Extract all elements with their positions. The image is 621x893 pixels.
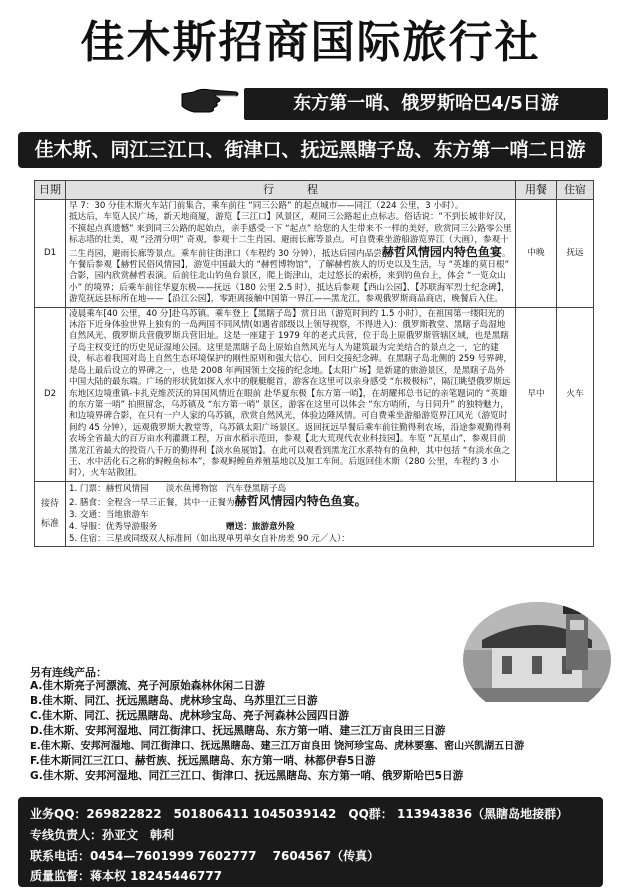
note-insurance: 赠送：旅游意外险 [226,521,295,532]
day2-date: D2 [35,307,66,481]
route-item: B.佳木斯、同江、抚远黑瞎岛、虎林珍宝岛、乌苏里江三日游 [30,695,318,707]
header-stay: 住宿 [557,181,594,200]
subtitle-route-4-5-day: 东方第一哨、俄罗斯哈巴4/5日游 [244,88,608,120]
note-meals-prefix: 2. 膳食：全程含一早三正餐，其中一正餐为 [69,497,235,508]
service-label-1: 接待 [40,498,59,509]
qq-line [30,805,568,822]
route-item: F.佳木斯同江三江口、赫哲族、抚远黑瞎岛、东方第一哨、林都伊春5日游 [30,755,376,767]
table-row-day1 [35,200,594,308]
day1-text-b: 抵达后，车览人民广场，新天地商厦，游览【三江口】风景区，观同三公路起止点标志。俗话说：“不到长城非好汉，不摸起点真遗憾” 来到同三公路的起始点，亲手感受一下 “起点” 给您的人生带来不一样的美好，欣赏同三公路零公里标志塔的壮美，观 “泾渭分明” 奇观，参观十二生肖园、避雨长廊等景点。可自费乘坐游船游览界江（大画），参观十二生肖园，避雨长廊等景点。乘车前往街津口（车程约 30 分钟），抵达后园内品尝 [69,212,512,259]
qq-numbers: 269822822 501806411 1045039142 [86,807,337,821]
header-itinerary: 行 程 [66,181,516,200]
service-standard-label [35,481,66,546]
qq-label: 业务QQ： [30,807,87,821]
day1-date: D1 [35,200,66,308]
note-meals-feast: 赫哲风情园内特色鱼宴。 [234,493,367,508]
table-header-row [35,181,594,200]
more-products-title: 另有连线产品： [30,666,107,679]
route-item: D.佳木斯、安邦河湿地、同江街津口、抚远黑瞎岛、东方第一哨、建三江万亩良田三日游 [30,725,446,737]
header-date: 日期 [35,181,66,200]
note-guide [69,521,590,533]
pointing-hand-icon [180,84,240,114]
service-standard-details [66,481,594,546]
service-label-2: 标准 [40,518,59,529]
note-tickets: 1. 门票：赫哲风情园 淡水鱼博物馆 汽车登黑瞎子岛 [69,483,287,494]
route-item: A.佳木斯亮子河漂流、亮子河原始森林休闲二日游 [30,680,265,692]
manager-line: 专线负责人：孙亚文 韩利 [30,828,175,842]
day1-text-c: 。午餐后参观【赫哲民俗风情园】，游览中国最大的 “赫哲博物馆”，了解赫哲族人的历史以及生活，与 “英雄的莫日根” 合影，园内欣赏赫哲表演。后前往北山钓鱼台景区，爬上街津山，走过悠长的索桥，来到钓鱼台上，体会 “一览众山小” 的境界；后乘车前往华夏东极——抚远（180 公里 2.5 时），抵达后参观【西山公园】、【苏联海军烈士纪念碑】，游览抚远县标所在地——【沿江公园】，零距离接触中国第一界江——黑龙江，参观俄罗斯商品商店，晚餐后入住。 [69,248,511,305]
header-meal: 用餐 [516,181,557,200]
supervisor-line: 质量监督：蒋本权 18245446777 [30,869,223,883]
day1-text-a: 早 7：30 分佳木斯火车站门前集合，乘车前往 “同三公路” 的起点城市——同江（224 公里，3 小时）。 [69,201,464,211]
day1-stay: 抚远 [557,200,594,308]
qq-group: QQ群： 113943836（黑瞎岛地接群） [348,807,569,821]
table-row-service-standard [35,481,594,546]
day1-itinerary [66,200,516,308]
note-accommodation: 5. 住宿：三星或同级双人标准间（如出现单男单女自补房差 90 元／人）： [69,533,350,544]
note-guide-text: 4. 导服：优秀导游服务 [69,521,158,532]
day1-meal: 中晚 [516,200,557,308]
itinerary-table [34,180,594,547]
day2-meal: 早中 [516,307,557,481]
phone-line: 联系电话：0454—7601999 7602777 7604567（传真） [30,849,380,863]
subtitle-route-2-day: 佳木斯、同江三江口、街津口、抚远黑瞎子岛、东方第一哨二日游 [18,132,602,168]
day2-itinerary: 凌晨乘车[40 公里，40 分]赴乌苏镇。乘车登上【黑瞎子岛】赏日出（游览时间约 1.5 小时），在祖国第一缕阳光的沐浴下近身体验世界上独有的一岛两国不同风情(如遇省部级以上领导视察，不得进入)：俄罗斯教堂、黑瞎子岛湿地自然风光、俄罗斯兵营俄罗斯兵营旧址。这是一座建于 1979 年的老式兵营，位于岛上原俄罗斯管辖区域，也是黑瞎子岛主权变迁的历史见证湿地公园。这里是黑瞎子岛上原始自然风光与人为建筑最为完美结合的景点之一，它的建设，标志着我国对岛上自然生态环境保护的刚性原则和强大信心，回归交接纪念碑。在黑瞎子岛北侧的 259 号界碑，是岛上最后设立的界碑之一，也是 2008 年两国领土交接的纪念地。【太阳广场】是新建的旅游景区，是黑瞎子岛外中国大陆的最东端。广场的形状犹如探入水中的舰艇艇首，游客在这里可以亲身感受 “东极极标”，隔江眺望俄罗斯远东地区边境重镇-卡扎克维茨沃的异国风情近在眼前 赴华夏东极【东方第一哨】，在胡耀邦总书记的亲笔题词的 “英雄的东方第一哨” 拍照留念，乌苏镇及 “东方第一哨” 景区，游客在这里可以体会 “东方哨所，与日同升” 的独特魅力，和边境界碑合影，在只有一户人家的乌苏镇，欣赏自然风光，体验边陲风情。可自费乘坐游船游览界江风光（游览时间约 45 分钟），远观俄罗斯大教堂等，乌苏镇太阳广场景区。返回抚远早餐后乘车前往勤得利农场，沿途参观勤得利农场全省最大的百万亩水利灌溉工程，万亩水稻示范田，参观【北大荒现代农业科技园】。车览 “瓦星山”，参观目前黑龙江省最大的投资八千万的勤得利【淡水鱼展馆】。在此可以观看到黑龙江水系特有的鱼种，其中包括 “有淡水鱼之王、水中活化石之称的鲟鳇鱼标本”，参观鲟鳇鱼养殖基地以及加工车间。后返回佳木斯（280 公里，车程约 3 小时），火车站散团。 [66,307,516,481]
more-products-list [30,679,610,784]
day1-fish-feast: 赫哲风情园内特色鱼宴 [381,244,502,259]
day2-stay: 火车 [557,307,594,481]
route-item: G.佳木斯、安邦河湿地、同江三江口、街津口、抚远黑瞎岛、东方第一哨、俄罗斯哈巴5日游 [30,770,464,782]
contact-footer [18,797,603,887]
note-transport: 3. 交通：当地旅游车 [69,509,149,520]
route-item: C.佳木斯、同江、抚远黑瞎岛、虎林珍宝岛、亮子河森林公园四日游 [30,710,350,722]
route-item: E.佳木斯、安邦河湿地、同江街津口、抚远黑瞎岛、建三江万亩良田 饶河珍宝岛、虎林要塞、密山兴凯湖五日游 [30,741,525,752]
table-row-day2 [35,307,594,481]
note-meals [69,495,590,509]
agency-title: 佳木斯招商国际旅行社 [80,17,541,68]
